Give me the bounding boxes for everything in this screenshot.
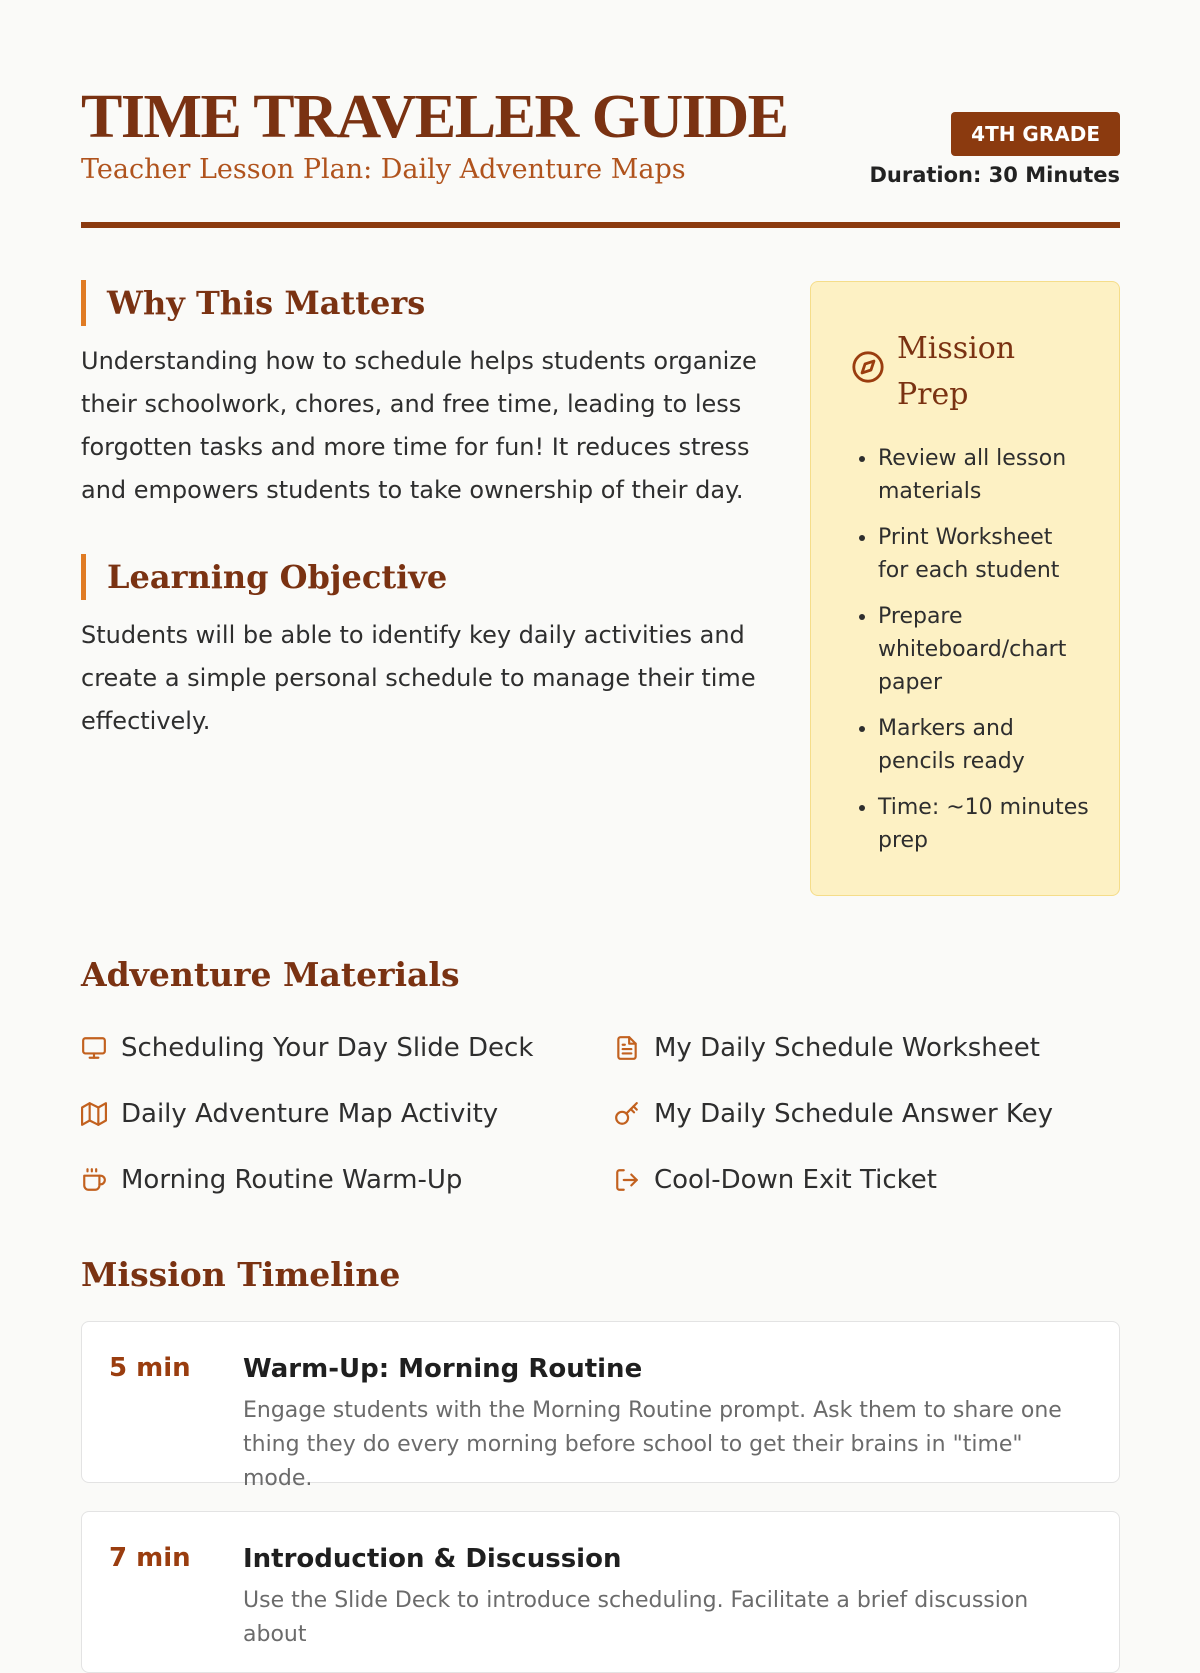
why-text: Understanding how to schedule helps students organize their schoolwork, chores, and free time, leading to less forgotten tasks and more time for fun! It reduces stress and empowers students to take ownership of their day.	[81, 347, 757, 504]
timeline-step	[81, 1321, 1120, 1491]
material-slide-deck[interactable]	[81, 1015, 614, 1081]
lesson-plan-page	[81, 0, 1120, 1647]
timeline-section	[81, 1252, 1120, 1673]
step-title: Introduction & Discussion	[243, 1544, 622, 1574]
material-exit-ticket[interactable]	[614, 1147, 1120, 1213]
exit-icon	[614, 1167, 640, 1193]
timeline-step	[81, 1511, 1120, 1673]
step-description: Engage students with the Morning Routine prompt. Ask them to share one thing they do every morning before school to get their brains in "time" mode.	[243, 1398, 1062, 1491]
timeline-heading: Mission Timeline	[81, 1255, 401, 1294]
grade-badge: 4TH GRADE	[951, 112, 1120, 156]
material-worksheet[interactable]	[614, 1015, 1120, 1081]
materials-heading: Adventure Materials	[81, 955, 460, 994]
step-duration: 7 min	[109, 1543, 191, 1573]
mission-prep-list	[851, 442, 1089, 857]
why-heading: Why This Matters	[81, 280, 761, 326]
mission-prep-header	[851, 326, 1089, 418]
prep-item: • Print Worksheet for each student	[878, 521, 1089, 587]
step-duration: 5 min	[109, 1353, 191, 1383]
prep-item: • Markers and pencils ready	[878, 712, 1089, 778]
mission-prep-title: Mission Prep	[897, 331, 1016, 412]
map-icon	[81, 1101, 107, 1127]
mission-prep-card	[810, 281, 1120, 896]
objective-heading: Learning Objective	[81, 554, 761, 600]
step-description: Use the Slide Deck to introduce scheduling. Facilitate a brief discussion about	[243, 1588, 1029, 1647]
materials-list	[81, 1015, 1120, 1213]
page-subtitle: Teacher Lesson Plan: Daily Adventure Maps	[81, 154, 686, 185]
material-label: Morning Routine Warm-Up	[121, 1165, 463, 1195]
material-label: My Daily Schedule Worksheet	[654, 1033, 1040, 1063]
intro-section	[81, 280, 761, 743]
material-label: My Daily Schedule Answer Key	[654, 1099, 1054, 1129]
objective-text: Students will be able to identify key daily activities and create a simple personal schedule to manage their time effectively.	[81, 621, 756, 735]
coffee-icon	[81, 1167, 107, 1193]
material-answer-key[interactable]	[614, 1081, 1120, 1147]
presentation-icon	[81, 1035, 107, 1061]
page-header	[81, 0, 1120, 228]
materials-section	[81, 952, 1120, 1213]
prep-item: • Time: ~10 minutes prep	[878, 791, 1089, 857]
prep-item: • Review all lesson materials	[878, 442, 1089, 508]
material-label: Scheduling Your Day Slide Deck	[121, 1033, 534, 1063]
duration-label: Duration: 30 Minutes	[869, 163, 1120, 187]
material-map-activity[interactable]	[81, 1081, 614, 1147]
prep-item: • Prepare whiteboard/chart paper	[878, 600, 1089, 699]
step-title: Warm-Up: Morning Routine	[243, 1354, 643, 1384]
page-title: TIME TRAVELER GUIDE	[81, 83, 788, 151]
document-icon	[614, 1035, 640, 1061]
material-label: Cool-Down Exit Ticket	[654, 1165, 937, 1195]
key-icon	[614, 1101, 640, 1127]
material-label: Daily Adventure Map Activity	[121, 1099, 499, 1129]
compass-icon	[851, 350, 885, 384]
material-warm-up[interactable]	[81, 1147, 614, 1213]
